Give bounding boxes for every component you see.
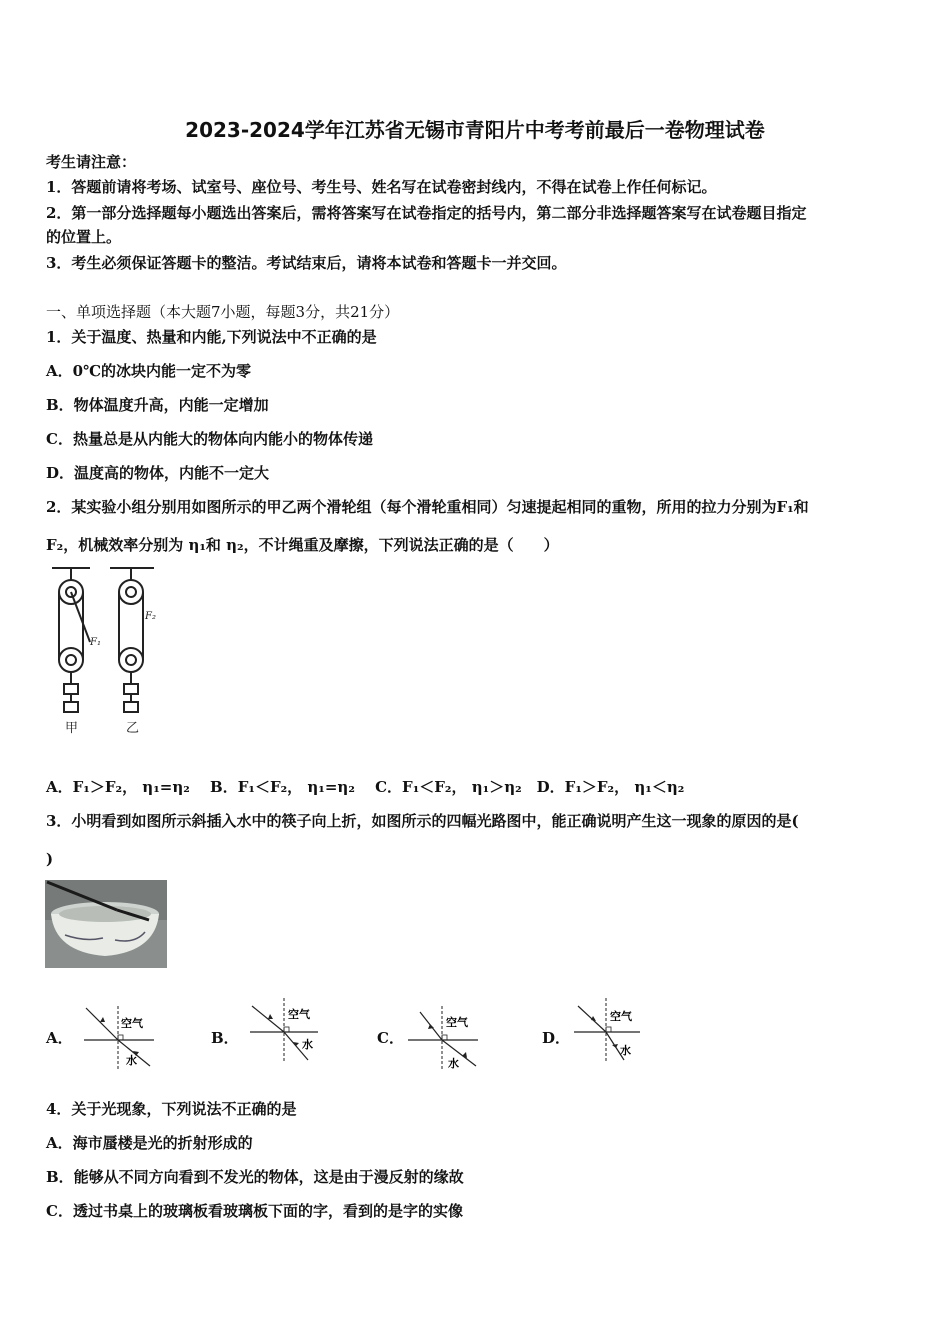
question-1-stem: 1．关于温度、热量和内能,下列说法中不正确的是: [46, 328, 377, 346]
force-label-f1: F₁: [90, 637, 101, 648]
air-label: 空气: [610, 1010, 632, 1023]
q4-option-a: A．海市蜃楼是光的折射形成的: [46, 1134, 253, 1152]
q1-option-b: B．物体温度升高，内能一定增加: [46, 396, 269, 414]
section-heading: 一、单项选择题（本大题7小题，每题3分，共21分）: [46, 303, 400, 321]
q3-option-a-letter: A．: [46, 1029, 73, 1047]
notice-heading: 考生请注意：: [46, 153, 137, 171]
q1-option-a: A．0℃的冰块内能一定不为零: [46, 362, 252, 380]
q3-option-d-letter: D．: [542, 1029, 571, 1047]
q3-option-c-letter: C．: [377, 1029, 404, 1047]
q2-options: A．F₁＞F₂， η₁=η₂ B．F₁＜F₂， η₁=η₂ C．F₁＜F₂， η₁＞η₂ D．F₁＞F₂， η₁＜η₂: [46, 778, 685, 796]
pulley-figure: [44, 562, 174, 742]
force-label-f2: F₂: [145, 611, 156, 622]
question-3-stem: 3．小明看到如图所示斜插入水中的筷子向上折，如图所示的四幅光路图中，能正确说明产生这一现象的原因的是(: [46, 812, 799, 830]
question-3-stem-cont: ): [46, 850, 54, 868]
q3-option-b-letter: B．: [211, 1029, 239, 1047]
refraction-diagram-a[interactable]: [84, 1004, 166, 1072]
refraction-diagram-b[interactable]: [248, 996, 330, 1064]
water-label: 水: [302, 1038, 313, 1051]
question-2-stem: 2．某实验小组分别用如图所示的甲乙两个滑轮组（每个滑轮重相同）匀速提起相同的重物，所用的拉力分别为F₁和: [46, 498, 809, 516]
notice-item: 的位置上。: [46, 228, 122, 246]
air-label: 空气: [288, 1008, 310, 1021]
q1-option-d: D．温度高的物体，内能不一定大: [46, 464, 270, 482]
q1-option-c: C．热量总是从内能大的物体向内能小的物体传递: [46, 430, 373, 448]
page-title: 2023-2024学年江苏省无锡市青阳片中考考前最后一卷物理试卷: [185, 118, 765, 142]
refraction-diagram-d[interactable]: [574, 996, 656, 1064]
question-4-stem: 4．关于光现象，下列说法不正确的是: [46, 1100, 297, 1118]
water-label: 水: [126, 1054, 137, 1067]
chopstick-bowl-photo: [45, 880, 167, 968]
air-label: 空气: [446, 1016, 468, 1029]
q4-option-c: C．透过书桌上的玻璃板看玻璃板下面的字，看到的是字的实像: [46, 1202, 463, 1220]
refraction-diagram-c[interactable]: [406, 1004, 488, 1072]
air-label: 空气: [121, 1017, 143, 1030]
label-yi: 乙: [126, 721, 140, 736]
notice-item: 3．考生必须保证答题卡的整洁。考试结束后，请将本试卷和答题卡一并交回。: [46, 254, 567, 272]
notice-item: 2．第一部分选择题每小题选出答案后，需将答案写在试卷指定的括号内，第二部分非选择题答案写在试卷题目指定: [46, 204, 807, 222]
water-label: 水: [620, 1044, 631, 1057]
label-jia: 甲: [65, 721, 79, 736]
water-label: 水: [448, 1057, 459, 1070]
question-2-stem-cont: F₂，机械效率分别为 η₁和 η₂，不计绳重及摩擦，下列说法正确的是（ ）: [46, 536, 559, 554]
notice-item: 1．答题前请将考场、试室号、座位号、考生号、姓名写在试卷密封线内，不得在试卷上作任何标记。: [46, 178, 717, 196]
q4-option-b: B．能够从不同方向看到不发光的物体，这是由于漫反射的缘故: [46, 1168, 464, 1186]
